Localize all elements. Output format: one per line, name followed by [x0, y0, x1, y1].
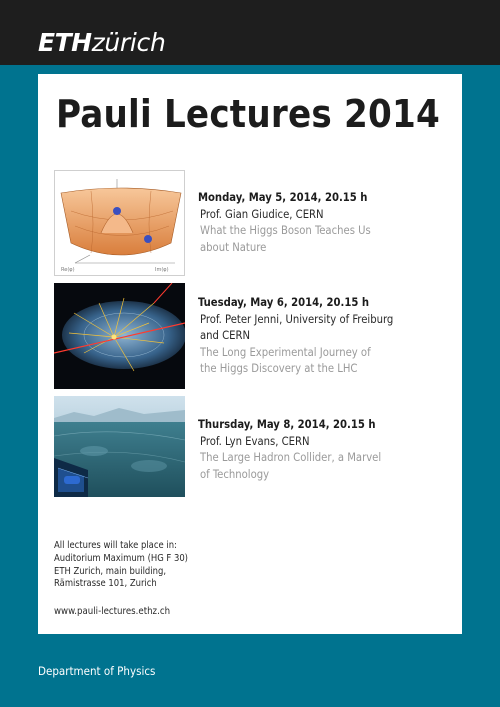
header-band	[0, 0, 500, 65]
lecture-1-talk-line1: What the Higgs Boson Teaches Us	[200, 224, 371, 237]
lecture-1-date: Monday, May 5, 2014, 20.15 h	[198, 191, 368, 204]
lecture-2	[198, 295, 458, 378]
venue-line4: Rämistrasse 101, Zurich	[54, 578, 157, 590]
venue-info	[54, 540, 274, 591]
svg-text:Re(φ): Re(φ)	[61, 267, 75, 273]
lecture-3-date: Thursday, May 8, 2014, 20.15 h	[198, 418, 376, 431]
lecture-2-talk-line1: The Long Experimental Journey of	[200, 345, 371, 359]
eth-zurich-logo	[38, 28, 166, 58]
lecture-2-talk-line2: the Higgs Discovery at the LHC	[200, 362, 358, 375]
lecture-1	[198, 190, 458, 256]
lecture-3-speaker: Prof. Lyn Evans, CERN	[200, 434, 310, 448]
venue-line3: ETH Zurich, main building,	[54, 565, 166, 577]
lecture-3-talk-line2: of Technology	[200, 467, 270, 481]
venue-line2: Auditorium Maximum (HG F 30)	[54, 552, 188, 564]
website-link[interactable]: www.pauli-lectures.ethz.ch	[54, 606, 171, 617]
venue-line1: All lectures will take place in:	[54, 540, 177, 551]
logo-eth-text: ETH	[38, 28, 92, 57]
poster-panel	[38, 74, 462, 634]
lecture-2-speaker-line2: and CERN	[200, 329, 251, 342]
logo-zurich-text: zürich	[91, 28, 166, 57]
higgs-potential-image	[54, 170, 185, 276]
lecture-3	[198, 417, 458, 483]
lecture-2-speaker-line1: Prof. Peter Jenni, University of Freiburg	[200, 312, 394, 326]
collision-event-image	[54, 283, 185, 389]
svg-text:Im(φ): Im(φ)	[155, 267, 169, 273]
lecture-1-speaker: Prof. Gian Giudice, CERN	[200, 207, 324, 221]
lhc-landscape-image	[54, 396, 185, 497]
poster-title: Pauli Lectures 2014	[56, 92, 440, 136]
lecture-2-date: Tuesday, May 6, 2014, 20.15 h	[198, 296, 369, 309]
lecture-3-talk-line1: The Large Hadron Collider, a Marvel	[200, 451, 382, 464]
lecture-1-talk-line2: about Nature	[200, 240, 267, 254]
department-label: Department of Physics	[38, 664, 156, 678]
